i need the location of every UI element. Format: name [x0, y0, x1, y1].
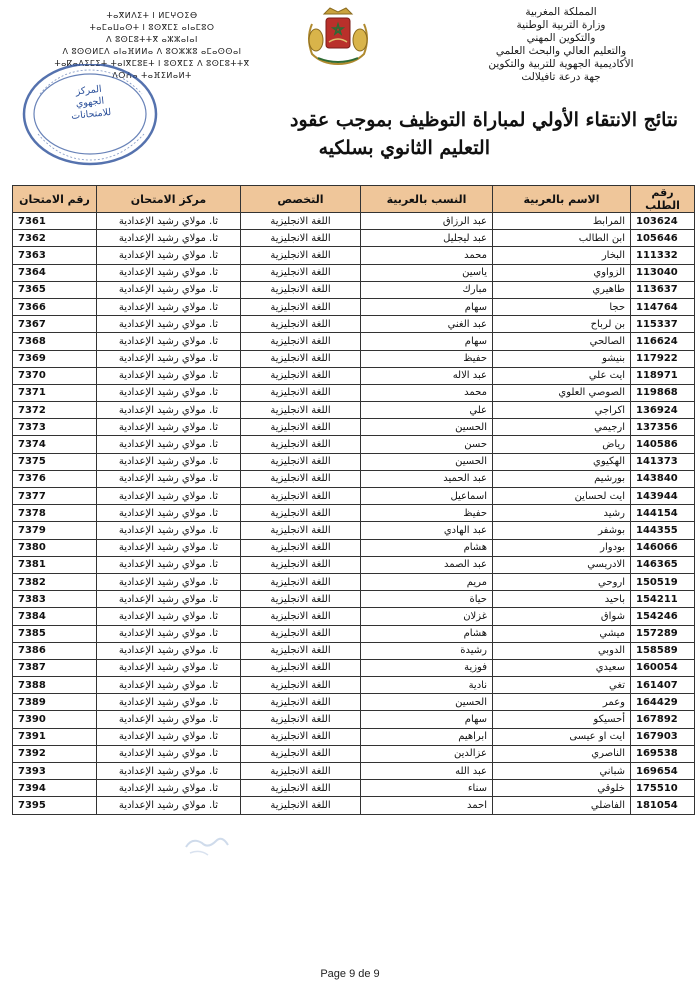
table-row	[13, 213, 695, 230]
cell-exam-center: ثا. مولاي رشيد الإعدادية	[97, 453, 241, 470]
cell-application-number: 160054	[631, 659, 695, 676]
cell-last-name: علي	[361, 402, 493, 419]
cell-exam-center: ثا. مولاي رشيد الإعدادية	[97, 608, 241, 625]
table-row	[13, 659, 695, 676]
cell-exam-number: 7384	[13, 608, 97, 625]
cell-first-name: المرابط	[493, 213, 631, 230]
cell-last-name: اسماعيل	[361, 488, 493, 505]
cell-first-name: البخار	[493, 247, 631, 264]
cell-exam-center: ثا. مولاي رشيد الإعدادية	[97, 350, 241, 367]
cell-exam-center: ثا. مولاي رشيد الإعدادية	[97, 264, 241, 281]
cell-exam-number: 7361	[13, 213, 97, 230]
cell-specialty: اللغة الانجليزية	[241, 230, 361, 247]
cell-exam-number: 7370	[13, 367, 97, 384]
cell-application-number: 181054	[631, 797, 695, 814]
cell-last-name: سهام	[361, 298, 493, 315]
cell-application-number: 113637	[631, 281, 695, 298]
cell-exam-number: 7394	[13, 780, 97, 797]
cell-application-number: 119868	[631, 384, 695, 401]
table-row	[13, 780, 695, 797]
cell-specialty: اللغة الانجليزية	[241, 539, 361, 556]
cell-exam-center: ثا. مولاي رشيد الإعدادية	[97, 316, 241, 333]
cell-first-name: سعيدي	[493, 659, 631, 676]
cell-exam-center: ثا. مولاي رشيد الإعدادية	[97, 281, 241, 298]
table-row	[13, 711, 695, 728]
cell-first-name: بورشيم	[493, 470, 631, 487]
cell-first-name: الادريسي	[493, 556, 631, 573]
table-row	[13, 436, 695, 453]
cell-application-number: 114764	[631, 298, 695, 315]
cell-first-name: اروحي	[493, 573, 631, 590]
cell-exam-number: 7375	[13, 453, 97, 470]
cell-exam-center: ثا. مولاي رشيد الإعدادية	[97, 436, 241, 453]
cell-application-number: 167892	[631, 711, 695, 728]
cell-application-number: 143944	[631, 488, 695, 505]
table-row	[13, 763, 695, 780]
cell-last-name: هشام	[361, 625, 493, 642]
cell-first-name: الصالحي	[493, 333, 631, 350]
cell-application-number: 136924	[631, 402, 695, 419]
header-tifinagh-line: ⵜⴰⵎⴰⵡⴰⵙⵜ ⵏ ⵓⵙⴳⵎⵉ ⴰⵏⴰⵎⵓⵔ	[89, 23, 215, 32]
cell-last-name: حياة	[361, 591, 493, 608]
cell-exam-number: 7377	[13, 488, 97, 505]
table-row	[13, 247, 695, 264]
header-tifinagh-line: ⴷ ⵓⵙⵎⵓⵜⵜⴳ ⴰⵣⵣⴰⵏⴰⵏ	[106, 35, 198, 44]
cell-first-name: وعمر	[493, 694, 631, 711]
cell-exam-number: 7393	[13, 763, 97, 780]
cell-exam-number: 7383	[13, 591, 97, 608]
cell-first-name: رياض	[493, 436, 631, 453]
cell-specialty: اللغة الانجليزية	[241, 522, 361, 539]
cell-first-name: الدوبي	[493, 642, 631, 659]
cell-last-name: مبارك	[361, 281, 493, 298]
cell-exam-number: 7362	[13, 230, 97, 247]
cell-first-name: شواق	[493, 608, 631, 625]
cell-first-name: بن لرباح	[493, 316, 631, 333]
cell-first-name: ابن الطالب	[493, 230, 631, 247]
cell-first-name: الهكيوي	[493, 453, 631, 470]
cell-exam-center: ثا. مولاي رشيد الإعدادية	[97, 488, 241, 505]
table-row	[13, 384, 695, 401]
cell-first-name: ايت لحساين	[493, 488, 631, 505]
cell-application-number: 111332	[631, 247, 695, 264]
cell-first-name: طاهيري	[493, 281, 631, 298]
cell-specialty: اللغة الانجليزية	[241, 436, 361, 453]
cell-exam-center: ثا. مولاي رشيد الإعدادية	[97, 333, 241, 350]
cell-exam-center: ثا. مولاي رشيد الإعدادية	[97, 797, 241, 814]
title-line-1: نتائج الانتقاء الأولي لمباراة التوظيف بموجب عقود	[290, 109, 678, 131]
cell-application-number: 161407	[631, 677, 695, 694]
cell-specialty: اللغة الانجليزية	[241, 350, 361, 367]
table-row	[13, 522, 695, 539]
header-tifinagh-line: ⵜⴰⴽⴰⴷⵉⵎⵉⵜ ⵜⴰⵏⴳⵎⵓⴹⵜ ⵏ ⵓⵙⴳⵎⵉ ⴷ ⵓⵙⵎⵓⵜⵜⴳ	[54, 59, 250, 68]
header-exam-number: رقم الامتحان	[13, 186, 97, 213]
cell-last-name: عبد الاله	[361, 367, 493, 384]
header-arabic-line: جهة درعة تافيلالت	[521, 71, 601, 83]
cell-exam-number: 7380	[13, 539, 97, 556]
cell-first-name: ايت او عيسى	[493, 728, 631, 745]
cell-specialty: اللغة الانجليزية	[241, 402, 361, 419]
cell-exam-number: 7391	[13, 728, 97, 745]
page-number: Page 9 de 9	[320, 968, 380, 980]
header-arabic-line: والتكوين المهني	[526, 32, 596, 44]
cell-exam-number: 7371	[13, 384, 97, 401]
table-row	[13, 281, 695, 298]
header-last-name: النسب بالعربية	[361, 186, 493, 213]
stamp-text	[56, 82, 123, 124]
cell-first-name: بنيشو	[493, 350, 631, 367]
table-row	[13, 625, 695, 642]
cell-exam-number: 7364	[13, 264, 97, 281]
cell-last-name: حفيظ	[361, 505, 493, 522]
cell-last-name: عزالدين	[361, 745, 493, 762]
cell-last-name: رشيدة	[361, 642, 493, 659]
cell-application-number: 169538	[631, 745, 695, 762]
cell-specialty: اللغة الانجليزية	[241, 677, 361, 694]
cell-last-name: عبد ليجليل	[361, 230, 493, 247]
cell-specialty: اللغة الانجليزية	[241, 659, 361, 676]
cell-last-name: احمد	[361, 797, 493, 814]
cell-application-number: 116624	[631, 333, 695, 350]
cell-exam-number: 7381	[13, 556, 97, 573]
cell-last-name: عبد الصمد	[361, 556, 493, 573]
header-tifinagh-line: ⴷⵔⵄⴰ ⵜⴰⴼⵉⵍⴰⵍⵜ	[112, 71, 192, 80]
cell-specialty: اللغة الانجليزية	[241, 367, 361, 384]
cell-specialty: اللغة الانجليزية	[241, 711, 361, 728]
table-row	[13, 677, 695, 694]
cell-specialty: اللغة الانجليزية	[241, 264, 361, 281]
cell-last-name: محمد	[361, 384, 493, 401]
cell-specialty: اللغة الانجليزية	[241, 419, 361, 436]
cell-exam-number: 7368	[13, 333, 97, 350]
cell-exam-number: 7395	[13, 797, 97, 814]
cell-exam-center: ثا. مولاي رشيد الإعدادية	[97, 522, 241, 539]
header-arabic-line: وزارة التربية الوطنية	[516, 19, 606, 31]
cell-first-name: بودوار	[493, 539, 631, 556]
cell-specialty: اللغة الانجليزية	[241, 591, 361, 608]
cell-last-name: الحسين	[361, 453, 493, 470]
cell-first-name: الصوصي العلوي	[493, 384, 631, 401]
table-row	[13, 797, 695, 814]
stamp-line: الجهوي	[75, 95, 105, 110]
cell-last-name: الحسين	[361, 694, 493, 711]
cell-last-name: غزلان	[361, 608, 493, 625]
cell-application-number: 154211	[631, 591, 695, 608]
table-row	[13, 264, 695, 281]
cell-exam-center: ثا. مولاي رشيد الإعدادية	[97, 677, 241, 694]
table-row	[13, 488, 695, 505]
cell-first-name: بوشفر	[493, 522, 631, 539]
table-row	[13, 642, 695, 659]
cell-exam-number: 7386	[13, 642, 97, 659]
header-exam-center: مركز الامتحان	[97, 186, 241, 213]
cell-application-number: 144154	[631, 505, 695, 522]
table-row	[13, 470, 695, 487]
cell-exam-center: ثا. مولاي رشيد الإعدادية	[97, 625, 241, 642]
table-row	[13, 402, 695, 419]
cell-first-name: الناصري	[493, 745, 631, 762]
cell-last-name: عبد الرزاق	[361, 213, 493, 230]
cell-last-name: هشام	[361, 539, 493, 556]
cell-first-name: تغي	[493, 677, 631, 694]
title-line-2: التعليم الثانوي بسلكيه	[318, 137, 490, 159]
cell-exam-number: 7376	[13, 470, 97, 487]
table-row	[13, 367, 695, 384]
royal-emblem-icon	[302, 4, 374, 68]
cell-first-name: الفاضلي	[493, 797, 631, 814]
cell-application-number: 154246	[631, 608, 695, 625]
cell-application-number: 158589	[631, 642, 695, 659]
cell-exam-center: ثا. مولاي رشيد الإعدادية	[97, 367, 241, 384]
cell-first-name: الزواوي	[493, 264, 631, 281]
cell-first-name: حجا	[493, 298, 631, 315]
cell-application-number: 105646	[631, 230, 695, 247]
ministry-header-arabic	[436, 6, 686, 84]
cell-specialty: اللغة الانجليزية	[241, 453, 361, 470]
cell-exam-center: ثا. مولاي رشيد الإعدادية	[97, 573, 241, 590]
cell-specialty: اللغة الانجليزية	[241, 333, 361, 350]
table-header-row	[13, 186, 695, 213]
cell-exam-number: 7382	[13, 573, 97, 590]
cell-exam-number: 7389	[13, 694, 97, 711]
cell-last-name: سهام	[361, 333, 493, 350]
cell-exam-number: 7387	[13, 659, 97, 676]
cell-exam-number: 7385	[13, 625, 97, 642]
cell-exam-number: 7363	[13, 247, 97, 264]
cell-application-number: 175510	[631, 780, 695, 797]
cell-specialty: اللغة الانجليزية	[241, 556, 361, 573]
cell-exam-number: 7379	[13, 522, 97, 539]
cell-last-name: محمد	[361, 247, 493, 264]
table-row	[13, 453, 695, 470]
cell-specialty: اللغة الانجليزية	[241, 625, 361, 642]
cell-specialty: اللغة الانجليزية	[241, 298, 361, 315]
cell-exam-center: ثا. مولاي رشيد الإعدادية	[97, 213, 241, 230]
cell-application-number: 117922	[631, 350, 695, 367]
cell-application-number: 103624	[631, 213, 695, 230]
cell-first-name: ميشي	[493, 625, 631, 642]
cell-application-number: 137356	[631, 419, 695, 436]
cell-last-name: سناء	[361, 780, 493, 797]
cell-exam-center: ثا. مولاي رشيد الإعدادية	[97, 780, 241, 797]
table-row	[13, 298, 695, 315]
cell-last-name: عبد الغني	[361, 316, 493, 333]
table-row	[13, 350, 695, 367]
cell-last-name: فوزية	[361, 659, 493, 676]
cell-last-name: ابراهيم	[361, 728, 493, 745]
cell-first-name: شباني	[493, 763, 631, 780]
cell-application-number: 118971	[631, 367, 695, 384]
page-title	[170, 106, 690, 162]
cell-first-name: خلوقي	[493, 780, 631, 797]
header-arabic-line: الأكاديمية الجهوية للتربية والتكوين	[488, 58, 634, 70]
cell-exam-number: 7388	[13, 677, 97, 694]
table-row	[13, 419, 695, 436]
table-row	[13, 230, 695, 247]
cell-application-number: 150519	[631, 573, 695, 590]
cell-specialty: اللغة الانجليزية	[241, 488, 361, 505]
cell-specialty: اللغة الانجليزية	[241, 694, 361, 711]
cell-application-number: 157289	[631, 625, 695, 642]
cell-exam-center: ثا. مولاي رشيد الإعدادية	[97, 642, 241, 659]
cell-exam-center: ثا. مولاي رشيد الإعدادية	[97, 694, 241, 711]
cell-exam-center: ثا. مولاي رشيد الإعدادية	[97, 402, 241, 419]
cell-exam-number: 7374	[13, 436, 97, 453]
table-row	[13, 556, 695, 573]
cell-specialty: اللغة الانجليزية	[241, 745, 361, 762]
cell-exam-center: ثا. مولاي رشيد الإعدادية	[97, 298, 241, 315]
header-arabic-line: المملكة المغربية	[525, 6, 597, 18]
table-row	[13, 316, 695, 333]
cell-specialty: اللغة الانجليزية	[241, 505, 361, 522]
cell-specialty: اللغة الانجليزية	[241, 213, 361, 230]
cell-last-name: حفيظ	[361, 350, 493, 367]
table-row	[13, 505, 695, 522]
cell-last-name: عبد الله	[361, 763, 493, 780]
cell-exam-number: 7367	[13, 316, 97, 333]
cell-last-name: سهام	[361, 711, 493, 728]
table-row	[13, 333, 695, 350]
table-row	[13, 608, 695, 625]
header-tifinagh-line: ⵜⴰⴳⵍⴷⵉⵜ ⵏ ⵍⵎⵖⵔⵉⴱ	[106, 11, 198, 20]
cell-specialty: اللغة الانجليزية	[241, 573, 361, 590]
cell-specialty: اللغة الانجليزية	[241, 384, 361, 401]
cell-specialty: اللغة الانجليزية	[241, 608, 361, 625]
cell-application-number: 113040	[631, 264, 695, 281]
table-row	[13, 539, 695, 556]
cell-application-number: 143840	[631, 470, 695, 487]
cell-application-number: 146365	[631, 556, 695, 573]
cell-exam-center: ثا. مولاي رشيد الإعدادية	[97, 505, 241, 522]
cell-application-number: 141373	[631, 453, 695, 470]
cell-specialty: اللغة الانجليزية	[241, 316, 361, 333]
cell-specialty: اللغة الانجليزية	[241, 797, 361, 814]
cell-application-number: 164429	[631, 694, 695, 711]
results-table	[12, 185, 695, 815]
cell-exam-number: 7378	[13, 505, 97, 522]
cell-exam-center: ثا. مولاي رشيد الإعدادية	[97, 591, 241, 608]
cell-exam-center: ثا. مولاي رشيد الإعدادية	[97, 659, 241, 676]
cell-last-name: ياسين	[361, 264, 493, 281]
cell-exam-number: 7392	[13, 745, 97, 762]
cell-exam-number: 7372	[13, 402, 97, 419]
cell-first-name: اكراجي	[493, 402, 631, 419]
cell-application-number: 140586	[631, 436, 695, 453]
cell-application-number: 115337	[631, 316, 695, 333]
header-specialty: التخصص	[241, 186, 361, 213]
cell-first-name: ايت علي	[493, 367, 631, 384]
cell-exam-center: ثا. مولاي رشيد الإعدادية	[97, 745, 241, 762]
cell-last-name: عبد الهادي	[361, 522, 493, 539]
cell-application-number: 146066	[631, 539, 695, 556]
cell-exam-number: 7366	[13, 298, 97, 315]
table-row	[13, 573, 695, 590]
cell-specialty: اللغة الانجليزية	[241, 728, 361, 745]
cell-specialty: اللغة الانجليزية	[241, 780, 361, 797]
header-arabic-line: والتعليم العالي والبحث العلمي	[495, 45, 627, 57]
cell-exam-center: ثا. مولاي رشيد الإعدادية	[97, 539, 241, 556]
table-row	[13, 591, 695, 608]
cell-exam-center: ثا. مولاي رشيد الإعدادية	[97, 763, 241, 780]
cell-exam-number: 7365	[13, 281, 97, 298]
cell-specialty: اللغة الانجليزية	[241, 642, 361, 659]
cell-exam-center: ثا. مولاي رشيد الإعدادية	[97, 419, 241, 436]
cell-last-name: مريم	[361, 573, 493, 590]
cell-last-name: عبد الحميد	[361, 470, 493, 487]
table-row	[13, 728, 695, 745]
cell-last-name: حسن	[361, 436, 493, 453]
cell-last-name: نادية	[361, 677, 493, 694]
cell-specialty: اللغة الانجليزية	[241, 281, 361, 298]
stamp-line: المركز	[75, 83, 103, 98]
cell-first-name: أحسيكو	[493, 711, 631, 728]
cell-exam-number: 7390	[13, 711, 97, 728]
cell-specialty: اللغة الانجليزية	[241, 247, 361, 264]
table-row	[13, 694, 695, 711]
cell-application-number: 144355	[631, 522, 695, 539]
cell-specialty: اللغة الانجليزية	[241, 763, 361, 780]
cell-last-name: الحسين	[361, 419, 493, 436]
table-body	[13, 213, 695, 815]
cell-application-number: 169654	[631, 763, 695, 780]
table-row	[13, 745, 695, 762]
cell-first-name: ارجيمي	[493, 419, 631, 436]
cell-exam-center: ثا. مولاي رشيد الإعدادية	[97, 556, 241, 573]
cell-first-name: باحيد	[493, 591, 631, 608]
cell-application-number: 167903	[631, 728, 695, 745]
cell-exam-center: ثا. مولاي رشيد الإعدادية	[97, 230, 241, 247]
cell-exam-center: ثا. مولاي رشيد الإعدادية	[97, 728, 241, 745]
cell-first-name: رشيد	[493, 505, 631, 522]
header-application-number: رقم الطلب	[631, 186, 695, 213]
cell-exam-number: 7373	[13, 419, 97, 436]
cell-exam-number: 7369	[13, 350, 97, 367]
cell-specialty: اللغة الانجليزية	[241, 470, 361, 487]
header-tifinagh-line: ⴷ ⵓⵙⵙⵍⵎⴷ ⴰⵏⴰⴼⵍⵍⴰ ⴷ ⵓⵔⵣⵣⵓ ⴰⵎⴰⵙⵙⴰⵏ	[62, 47, 242, 56]
header-first-name: الاسم بالعربية	[493, 186, 631, 213]
cell-exam-center: ثا. مولاي رشيد الإعدادية	[97, 711, 241, 728]
cell-exam-center: ثا. مولاي رشيد الإعدادية	[97, 384, 241, 401]
stamp-line: للامتحانات	[70, 106, 112, 122]
cell-exam-center: ثا. مولاي رشيد الإعدادية	[97, 470, 241, 487]
cell-exam-center: ثا. مولاي رشيد الإعدادية	[97, 247, 241, 264]
ink-mark-icon	[178, 825, 238, 865]
